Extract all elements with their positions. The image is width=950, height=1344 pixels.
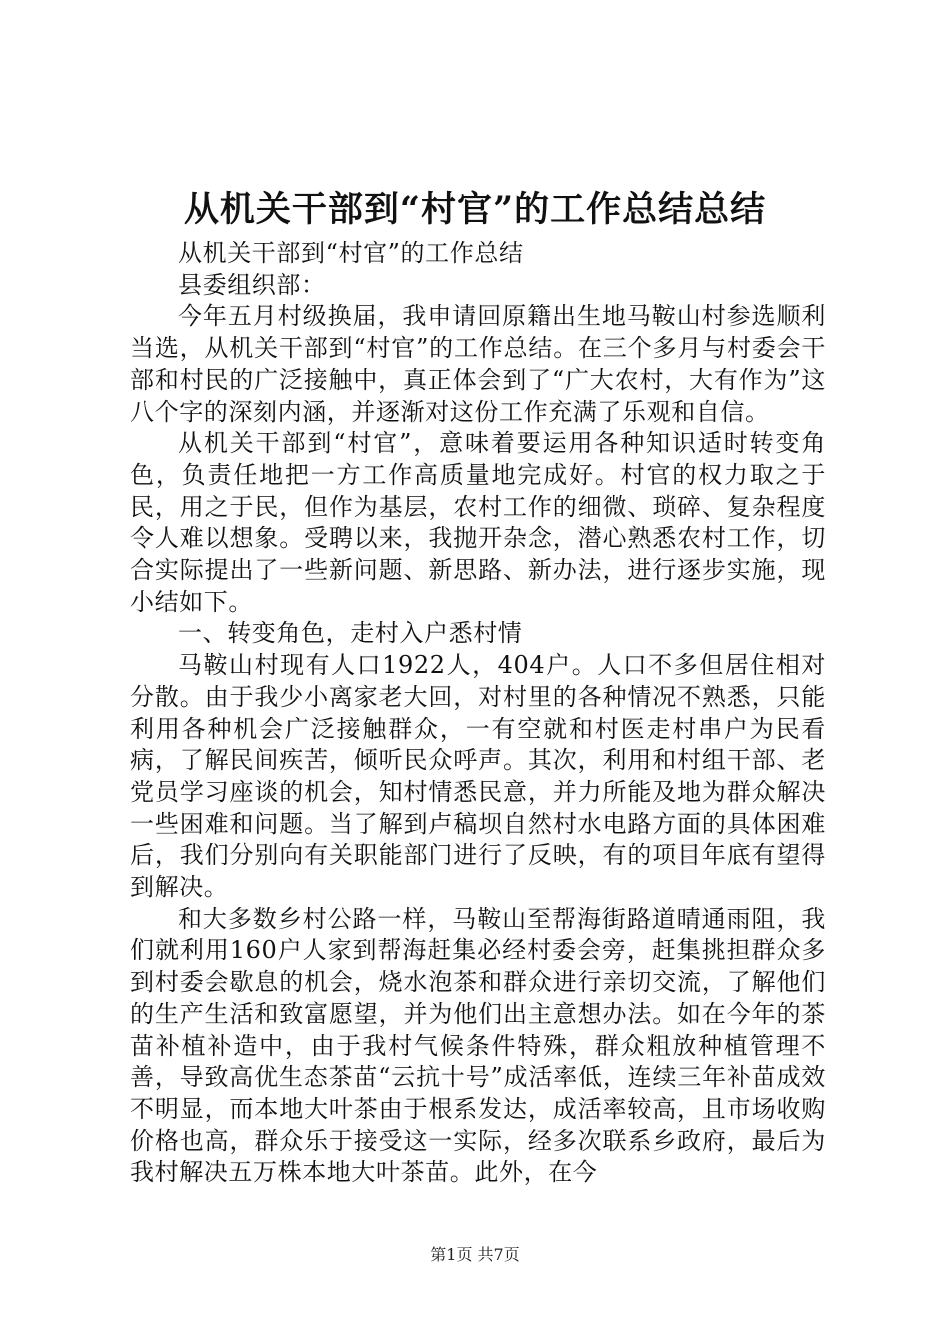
paragraph-road: 和大多数乡村公路一样，马鞍山至帮海街路道晴通雨阻，我们就利用160户人家到帮海赶集必经村委会旁，赶集挑担群众多到村委会歇息的机会，烧水泡茶和群众进行亲切交流，了解他们的生产生活和致富愿望，并为他们出主意想办法。如在今年的茶苗补植补造中，由于我村气候条件特殊，群众粗放种植管理不善，导致高优生态茶苗“云抗十号”成活率低，连续三年补苗成效不明显，而本地大叶茶由于根系发达，成活率较高，且市场收购价格也高，群众乐于接受这一实际，经多次联系乡政府，最后为我村解决五万株本地大叶茶苗。此外，在今: [130, 904, 826, 1187]
paragraph-subtitle: 从机关干部到“村官”的工作总结: [178, 239, 524, 267]
paragraph-role: 从机关干部到“村官”，意味着要运用各种知识适时转变角色，负责任地把一方工作高质量地完成好。村官的权力取之于民，用之于民，但作为基层，农村工作的细微、琐碎、复杂程度令人难以想象。受聘以来，我抛开杂念，潜心熟悉农村工作，切合实际提出了一些新问题、新思路、新办法，进行逐步实施，现小结如下。: [130, 429, 826, 616]
paragraph-village: 马鞍山村现有人口1922人，404户。人口不多但居住相对分散。由于我少小离家老大回，对村里的各种情况不熟悉，只能利用各种机会广泛接触群众，一有空就和村医走村串户为民看病，了解民间疾苦，倾听民众呼声。其次，利用和村组干部、老党员学习座谈的机会，知村情悉民意，并力所能及地为群众解决一些困难和问题。当了解到卢稿坝自然村水电路方面的具体困难后，我们分别向有关职能部门进行了反映，有的项目年底有望得到解决。: [130, 651, 826, 902]
paragraph-intro: 今年五月村级换届，我申请回原籍出生地马鞍山村参选顺利当选，从机关干部到“村官”的工作总结。在三个多月与村委会干部和村民的广泛接触中，真正体会到了“广大农村，大有作为”这八个字的深刻内涵，并逐渐对这份工作充满了乐观和自信。: [130, 302, 826, 426]
page-number: 第1页 共7页: [430, 1245, 520, 1264]
document-title: 从机关干部到“村官”的工作总结总结: [183, 189, 767, 230]
document-body: [130, 238, 826, 1189]
paragraph-addressee: 县委组织部：: [178, 270, 326, 299]
section-heading: 一、转变角色，走村入户悉村情: [178, 619, 523, 648]
